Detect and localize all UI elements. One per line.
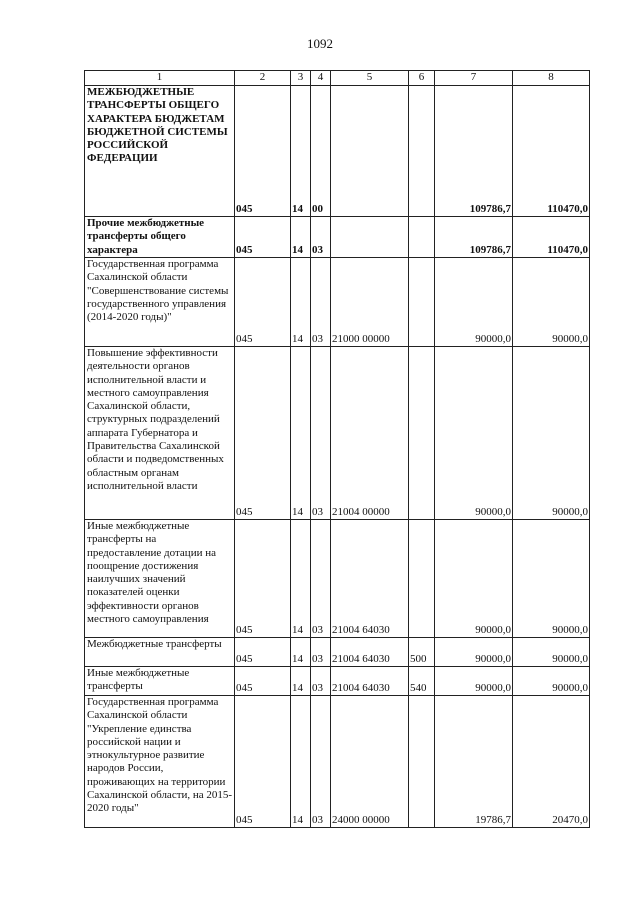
code-cell bbox=[331, 217, 409, 258]
budget-table bbox=[84, 70, 590, 828]
code-cell: 21004 64030 bbox=[331, 667, 409, 696]
amount-cell: 90000,0 bbox=[513, 638, 590, 667]
code-cell bbox=[331, 86, 409, 217]
code-cell bbox=[409, 696, 435, 828]
header-cell: 4 bbox=[311, 71, 331, 86]
table-header-row bbox=[85, 71, 590, 86]
amount-cell: 90000,0 bbox=[513, 520, 590, 638]
code-cell bbox=[409, 217, 435, 258]
amount-cell: 90000,0 bbox=[435, 667, 513, 696]
code-cell: 045 bbox=[235, 217, 291, 258]
code-cell: 14 bbox=[291, 638, 311, 667]
code-cell bbox=[409, 347, 435, 520]
amount-cell: 90000,0 bbox=[513, 258, 590, 347]
code-cell: 03 bbox=[311, 217, 331, 258]
code-cell: 03 bbox=[311, 520, 331, 638]
header-cell: 7 bbox=[435, 71, 513, 86]
table-row bbox=[85, 86, 590, 217]
code-cell: 045 bbox=[235, 520, 291, 638]
code-cell: 21004 64030 bbox=[331, 520, 409, 638]
table-row bbox=[85, 520, 590, 638]
code-cell: 045 bbox=[235, 347, 291, 520]
code-cell: 14 bbox=[291, 347, 311, 520]
code-cell: 03 bbox=[311, 696, 331, 828]
code-cell: 045 bbox=[235, 696, 291, 828]
header-cell: 3 bbox=[291, 71, 311, 86]
code-cell bbox=[409, 520, 435, 638]
code-cell: 540 bbox=[409, 667, 435, 696]
code-cell bbox=[409, 86, 435, 217]
row-name: Государственная программа Сахалинской области "Совершенствование системы государственного управления (2014-2020 годы)" bbox=[85, 258, 235, 347]
amount-cell: 90000,0 bbox=[513, 667, 590, 696]
amount-cell: 110470,0 bbox=[513, 217, 590, 258]
table-row bbox=[85, 638, 590, 667]
table-row bbox=[85, 347, 590, 520]
amount-cell: 90000,0 bbox=[435, 347, 513, 520]
code-cell: 045 bbox=[235, 258, 291, 347]
table-row bbox=[85, 217, 590, 258]
amount-cell: 109786,7 bbox=[435, 86, 513, 217]
row-name: Государственная программа Сахалинской области "Укрепление единства российской нации и этнокультурное развитие народов России, проживающих на территории Сахалинской области, на 2015-2020 годы" bbox=[85, 696, 235, 828]
row-name: Прочие межбюджетные трансферты общего характера bbox=[85, 217, 235, 258]
row-name: Повышение эффективности деятельности органов исполнительной власти и местного самоуправления Сахалинской области, структурных подразделений аппарата Губернатора и Правительства Сахалинской области и подведомственных областным органам исполнительной власти bbox=[85, 347, 235, 520]
amount-cell: 109786,7 bbox=[435, 217, 513, 258]
header-cell: 1 bbox=[85, 71, 235, 86]
code-cell: 00 bbox=[311, 86, 331, 217]
code-cell: 500 bbox=[409, 638, 435, 667]
code-cell: 045 bbox=[235, 86, 291, 217]
table-row bbox=[85, 258, 590, 347]
amount-cell: 20470,0 bbox=[513, 696, 590, 828]
row-name: Иные межбюджетные трансферты bbox=[85, 667, 235, 696]
amount-cell: 110470,0 bbox=[513, 86, 590, 217]
page-number: 1092 bbox=[307, 36, 333, 51]
header-cell: 6 bbox=[409, 71, 435, 86]
code-cell: 14 bbox=[291, 667, 311, 696]
table-row bbox=[85, 667, 590, 696]
code-cell: 21004 00000 bbox=[331, 347, 409, 520]
code-cell: 21000 00000 bbox=[331, 258, 409, 347]
row-name: Межбюджетные трансферты bbox=[85, 638, 235, 667]
code-cell: 24000 00000 bbox=[331, 696, 409, 828]
amount-cell: 90000,0 bbox=[513, 347, 590, 520]
row-name: МЕЖБЮДЖЕТНЫЕ ТРАНСФЕРТЫ ОБЩЕГО ХАРАКТЕРА БЮДЖЕТАМ БЮДЖЕТНОЙ СИСТЕМЫ РОССИЙСКОЙ ФЕДЕРАЦИИ bbox=[85, 86, 235, 217]
row-name: Иные межбюджетные трансферты на предоставление дотации на поощрение достижения наилучших значений показателей оценки эффективности органов местного самоуправления bbox=[85, 520, 235, 638]
code-cell: 14 bbox=[291, 258, 311, 347]
table-row bbox=[85, 696, 590, 828]
code-cell: 14 bbox=[291, 217, 311, 258]
amount-cell: 90000,0 bbox=[435, 638, 513, 667]
header-cell: 2 bbox=[235, 71, 291, 86]
code-cell: 045 bbox=[235, 667, 291, 696]
header-cell: 5 bbox=[331, 71, 409, 86]
code-cell: 03 bbox=[311, 347, 331, 520]
code-cell: 045 bbox=[235, 638, 291, 667]
code-cell: 21004 64030 bbox=[331, 638, 409, 667]
code-cell: 03 bbox=[311, 258, 331, 347]
amount-cell: 19786,7 bbox=[435, 696, 513, 828]
code-cell: 14 bbox=[291, 520, 311, 638]
header-cell: 8 bbox=[513, 71, 590, 86]
code-cell bbox=[409, 258, 435, 347]
code-cell: 14 bbox=[291, 696, 311, 828]
code-cell: 14 bbox=[291, 86, 311, 217]
amount-cell: 90000,0 bbox=[435, 258, 513, 347]
code-cell: 03 bbox=[311, 667, 331, 696]
code-cell: 03 bbox=[311, 638, 331, 667]
amount-cell: 90000,0 bbox=[435, 520, 513, 638]
